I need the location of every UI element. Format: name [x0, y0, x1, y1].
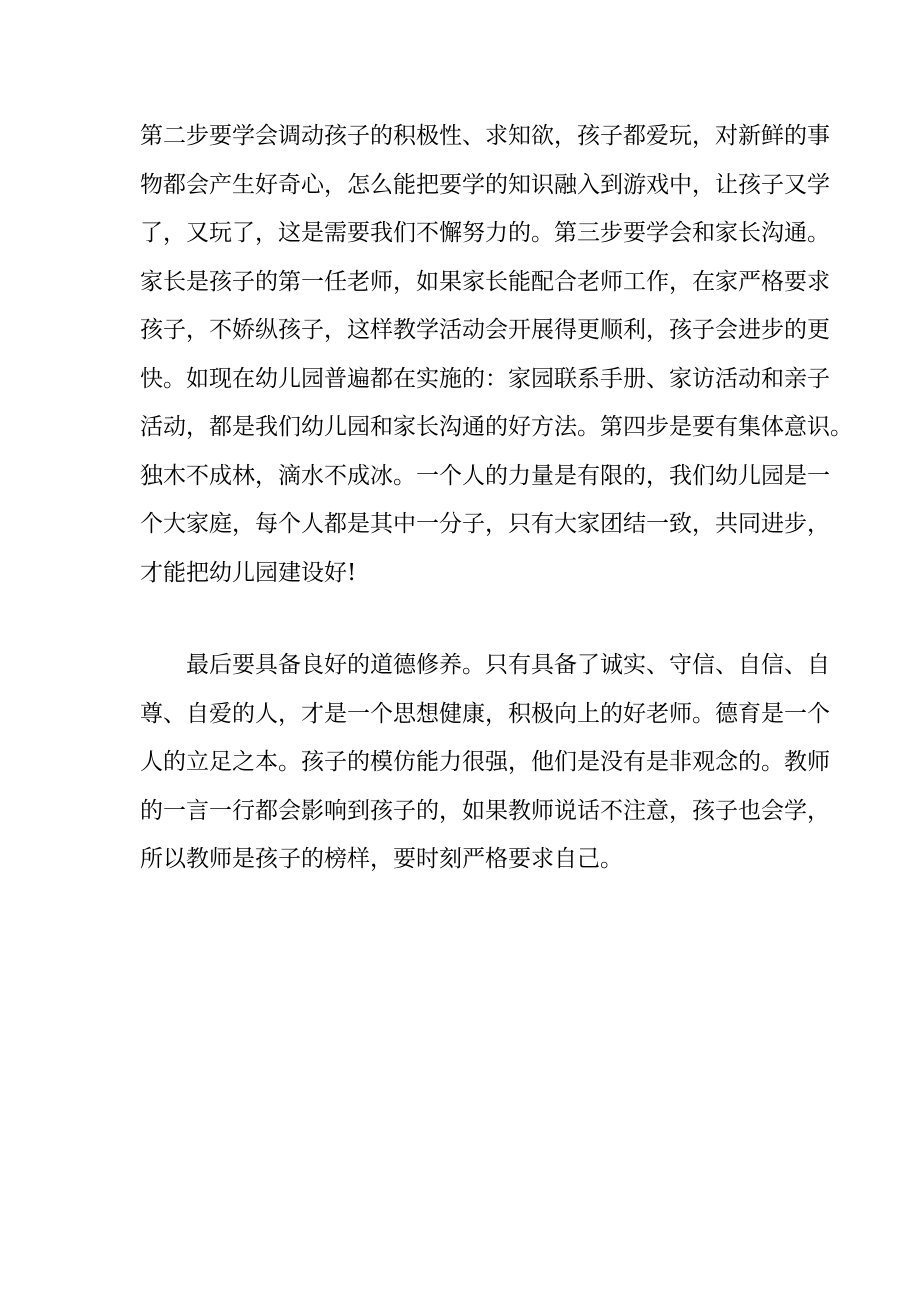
paragraph-line: 孩子，不娇纵孩子，这样教学活动会开展得更顺利，孩子会进步的更: [140, 317, 830, 343]
paragraph-line: 个大家庭，每个人都是其中一分子，只有大家团结一致，共同进步，: [140, 511, 830, 537]
paragraph-line: 了，又玩了，这是需要我们不懈努力的。第三步要学会和家长沟通。: [140, 220, 830, 246]
paragraph-line: 活动，都是我们幼儿园和家长沟通的好方法。第四步是要有集体意识。: [140, 414, 853, 440]
paragraph-line: 物都会产生好奇心，怎么能把要学的知识融入到游戏中，让孩子又学: [140, 171, 830, 198]
paragraph-line: 的一言一行都会影响到孩子的，如果教师说话不注意，孩子也会学，: [140, 797, 830, 824]
paragraph-line: 尊、自爱的人，才是一个思想健康，积极向上的好老师。德育是一个: [140, 700, 830, 727]
paragraph-line: 独木不成林，滴水不成冰。一个人的力量是有限的，我们幼儿园是一: [140, 462, 830, 489]
paragraph-1: [140, 112, 853, 597]
paragraph-line: 家长是孩子的第一任老师，如果家长能配合老师工作，在家严格要求: [140, 268, 830, 295]
paragraph-line: 快。如现在幼儿园普遍都在实施的：家园联系手册、家访活动和亲子: [140, 365, 830, 392]
paragraph-line: 才能把幼儿园建设好!: [140, 559, 357, 586]
paragraph-line: 最后要具备良好的道德修养。只有具备了诚实、守信、自信、自: [186, 652, 830, 678]
paragraph-line: 第二步要学会调动孩子的积极性、求知欲，孩子都爱玩，对新鲜的事: [140, 123, 830, 149]
paragraph-2: [140, 641, 830, 884]
paragraph-line: 所以教师是孩子的榜样，要时刻严格要求自己。: [140, 846, 623, 872]
paragraph-line: 人的立足之本。孩子的模仿能力很强，他们是没有是非观念的。教师: [140, 749, 830, 775]
